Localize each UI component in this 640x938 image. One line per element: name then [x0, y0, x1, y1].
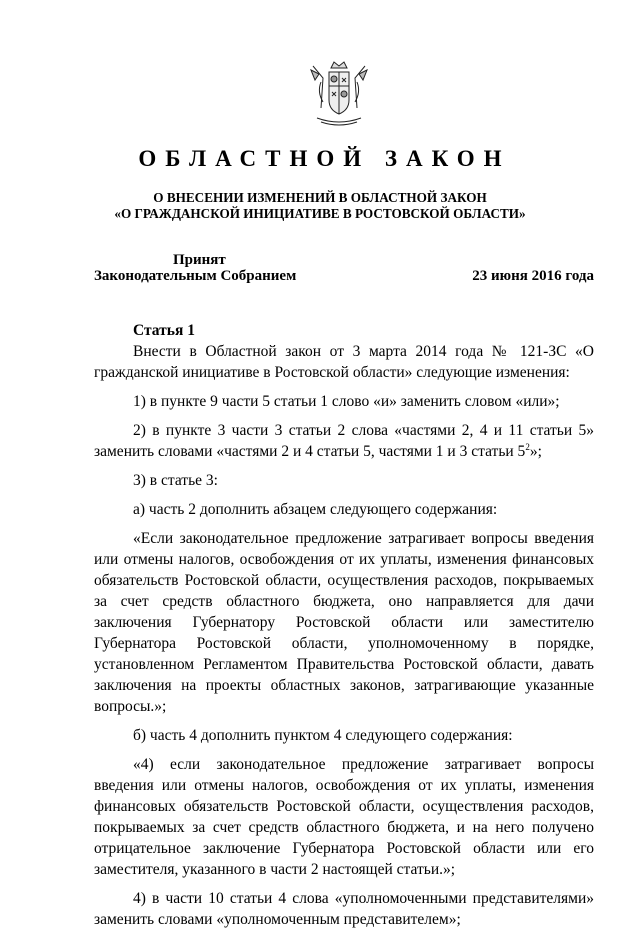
paragraph: б) часть 4 дополнить пунктом 4 следующего содержания:: [133, 727, 513, 744]
adopted-label: Принят: [173, 252, 226, 268]
paragraph: «Если законодательное предложение затрагивает вопросы введения или отмены налогов, освобождения от их уплаты, изменения финансовых обязательств Ростовской области, осуществления расходов, покрываемых за счет средств областного бюджета, оно направляется для дачи заключения Губернатору Ростовской области или заместителю Губернатора Ростовской области, уполномоченному в порядке, установленном Регламентом Правительства Ростовской области, давать заключения на проекты областных законов, затрагивающие указанные вопросы.»;: [94, 530, 594, 715]
paragraph: [94, 420, 594, 462]
paragraph-text: 2) в пункте 3 части 3 статьи 2 слова «частями 2, 4 и 11 статьи 5» заменить словами «частями 2 и 4 статьи 5, частями 1 и 3 статьи 5: [94, 422, 594, 460]
adoption-date: 23 июня 2016 года: [472, 268, 594, 284]
paragraph: 1) в пункте 9 части 5 статьи 1 слово «и» заменить словом «или»;: [133, 393, 560, 410]
paragraph: 3) в статье 3:: [133, 472, 218, 489]
paragraph: 4) в части 10 статьи 4 слова «уполномоченными представителями» заменить словами «уполномоченным представителем»;: [94, 890, 594, 928]
rostov-region-coat-of-arms-icon: [303, 58, 375, 130]
article-body: [94, 341, 594, 938]
paragraph: «4) если законодательное предложение затрагивает вопросы введения или отмены налогов, освобождения от их уплаты, изменения финансовых обязательств Ростовской области, осуществления расходов, покрываемых за счет средств областного бюджета, и на него получено отрицательное заключение Губернатора Ростовской области или его заместителя, указанного в части 2 настоящей статьи.»;: [94, 756, 594, 878]
law-subtitle-line-1: О ВНЕСЕНИИ ИЗМЕНЕНИЙ В ОБЛАСТНОЙ ЗАКОН: [153, 190, 487, 205]
article-heading: Статья 1: [133, 322, 195, 339]
law-subtitle-line-2: «О ГРАЖДАНСКОЙ ИНИЦИАТИВЕ В РОСТОВСКОЙ ОБЛАСТИ»: [114, 206, 526, 221]
paragraph: Внести в Областной закон от 3 марта 2014 года № 121-ЗС «О гражданской инициативе в Ростовской области» следующие изменения:: [94, 343, 594, 381]
document-title: ОБЛАСТНОЙ ЗАКОН: [138, 146, 511, 171]
paragraph: а) часть 2 дополнить абзацем следующего содержания:: [133, 501, 498, 518]
adopting-body: Законодательным Собранием: [94, 268, 297, 284]
paragraph-tail: »;: [529, 443, 542, 460]
superscript: 2: [525, 441, 530, 452]
